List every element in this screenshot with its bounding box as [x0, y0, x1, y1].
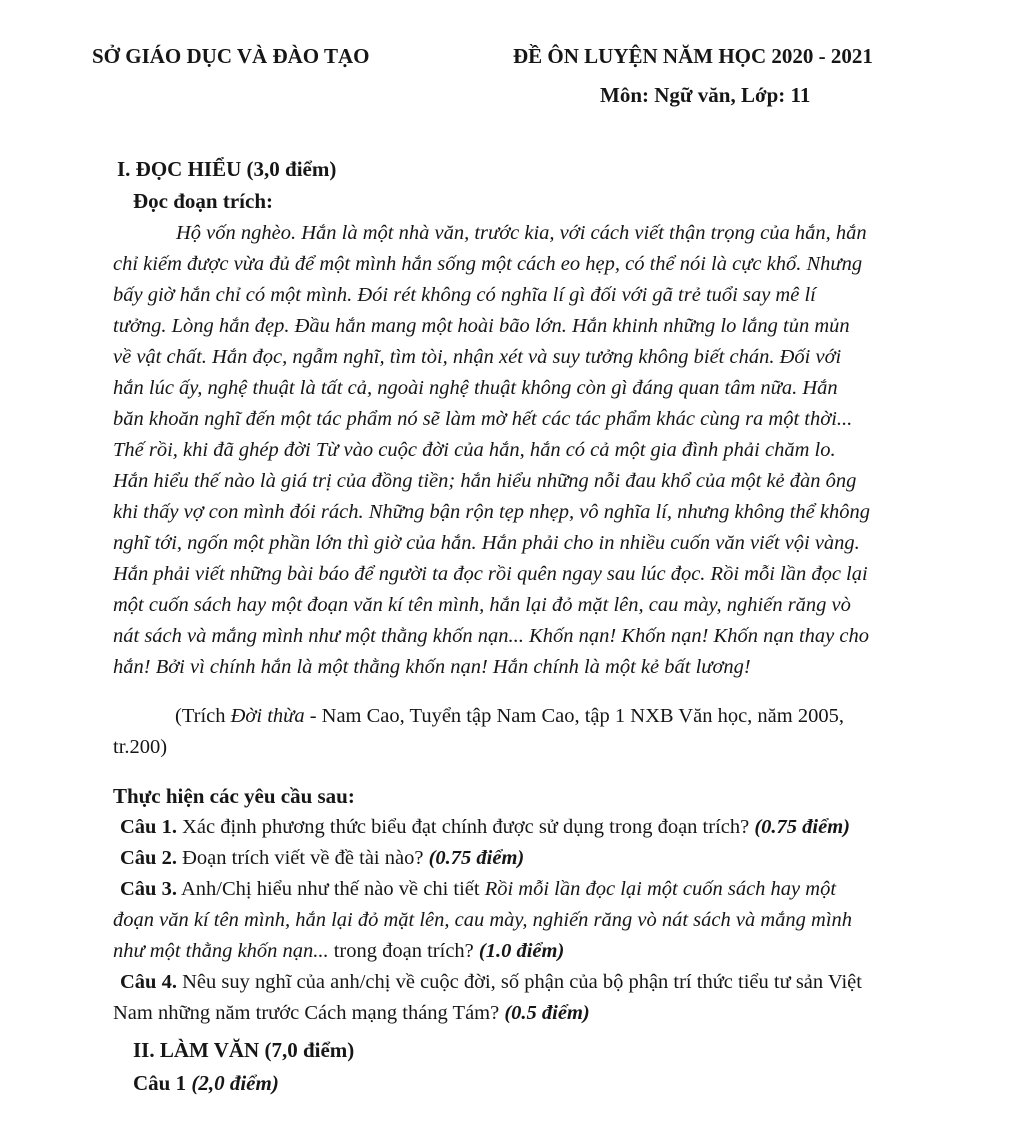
question-2-text: Đoạn trích viết về đề tài nào?: [176, 847, 429, 869]
passage-line: nát sách và mắng mình như một thằng khốn nạn... Khốn nạn! Khốn nạn! Khốn nạn thay cho: [113, 625, 869, 647]
passage-line: nghĩ tới, ngốn một phần lớn thì giờ của hắn. Hắn phải cho in nhiều cuốn văn viết vội vàng.: [113, 532, 860, 554]
question-1-label: Câu 1.: [120, 816, 177, 838]
passage-line: Hộ vốn nghèo. Hắn là một nhà văn, trước kia, với cách viết thận trọng của hắn, hắn: [176, 222, 867, 244]
question-3-label: Câu 3.: [120, 878, 177, 900]
question-4-text-end: Nam những năm trước Cách mạng tháng Tám?: [113, 1002, 505, 1024]
exam-title: ĐỀ ÔN LUYỆN NĂM HỌC 2020 - 2021: [513, 44, 873, 68]
passage-line: chỉ kiếm được vừa đủ để một mình hắn sống một cách eo hẹp, có thể nói là cực khổ. Nhưng: [113, 253, 863, 275]
passage-line: hắn lúc ấy, nghệ thuật là tất cả, ngoài nghệ thuật không còn gì đáng quan tâm nữa. Hắn: [113, 377, 838, 399]
question-4-label: Câu 4.: [120, 971, 177, 993]
passage-line: bấy giờ hắn chỉ có một mình. Đói rét không có nghĩa lí gì đối với gã trẻ tuổi say mê lí: [113, 284, 816, 306]
source-details: - Nam Cao, Tuyển tập Nam Cao, tập 1 NXB Văn học, năm 2005,: [304, 705, 844, 727]
section-1-title: I. ĐỌC HIỂU (3,0 điểm): [117, 157, 337, 181]
question-3-quote: Rồi mỗi lần đọc lại một cuốn sách hay một: [484, 878, 837, 900]
passage-label: Đọc đoạn trích:: [133, 189, 273, 213]
passage-line: một cuốn sách hay một đoạn văn kí tên mình, hắn lại đỏ mặt lên, cau mày, nghiến răng vò: [113, 594, 851, 616]
section-2-question-1-points: (2,0 điểm): [191, 1071, 279, 1095]
source-prefix: (Trích: [175, 705, 231, 727]
passage: [113, 218, 993, 683]
question-2-points: (0.75 điểm): [428, 847, 525, 869]
question-1-text: Xác định phương thức biểu đạt chính được sử dụng trong đoạn trích?: [176, 816, 755, 838]
question-4-text: Nêu suy nghĩ của anh/chị về cuộc đời, số phận của bộ phận trí thức tiểu tư sản Việt: [176, 971, 862, 993]
question-2: [120, 847, 524, 870]
passage-line: khi thấy vợ con mình đói rách. Những bận rộn tẹp nhẹp, vô nghĩa lí, nhưng không thể không: [113, 501, 870, 523]
passage-line: băn khoăn nghĩ đến một tác phẩm nó sẽ làm mờ hết các tác phẩm khác cùng ra một thời...: [113, 408, 853, 430]
question-2-label: Câu 2.: [120, 847, 177, 869]
question-4-line-1: [120, 971, 862, 994]
subject-line: Môn: Ngữ văn, Lớp: 11: [600, 83, 811, 107]
question-4-line-2: [113, 1002, 590, 1025]
question-1-points: (0.75 điểm): [754, 816, 850, 838]
passage-line: Hắn phải viết những bài báo để người ta đọc rồi quên ngay sau lúc đọc. Rồi mỗi lần đọc lại: [113, 563, 868, 585]
question-3-line-3: [113, 940, 564, 963]
question-4-points: (0.5 điểm): [504, 1002, 590, 1024]
question-3-line-1: [120, 878, 836, 901]
question-1: [120, 816, 850, 839]
department-name: SỞ GIÁO DỤC VÀ ĐÀO TẠO: [92, 44, 370, 68]
source-citation: [175, 705, 844, 728]
question-3-text: Anh/Chị hiểu như thế nào về chi tiết: [176, 878, 485, 900]
passage-line: tưởng. Lòng hắn đẹp. Đầu hắn mang một hoài bão lớn. Hắn khinh những lo lắng tủn mủn: [113, 315, 850, 337]
question-3-points: (1.0 điểm): [478, 940, 565, 962]
passage-line: về vật chất. Hắn đọc, ngẫm nghĩ, tìm tòi, nhận xét và suy tưởng không biết chán. Đối với: [113, 346, 842, 368]
passage-line: Hắn hiểu thế nào là giá trị của đồng tiền; hắn hiểu những nỗi đau khổ của một kẻ đàn ông: [113, 470, 857, 492]
question-3-line-2: đoạn văn kí tên mình, hắn lại đỏ mặt lên, cau mày, nghiến răng vò nát sách và mắng mình: [113, 909, 853, 931]
source-page: tr.200): [113, 736, 168, 758]
section-2-question-1-label: Câu 1: [133, 1071, 192, 1095]
question-3-quote-end: như một thằng khốn nạn...: [113, 940, 329, 962]
question-3-text-end: trong đoạn trích?: [328, 940, 479, 962]
tasks-title: Thực hiện các yêu cầu sau:: [113, 784, 355, 808]
source-work-title: Đời thừa: [230, 705, 305, 727]
passage-line: hắn! Bởi vì chính hắn là một thằng khốn nạn! Hắn chính là một kẻ bất lương!: [113, 656, 751, 678]
passage-line: Thế rồi, khi đã ghép đời Từ vào cuộc đời của hắn, hắn có cả một gia đình phải chăm lo.: [113, 439, 836, 461]
section-2-question-1: [133, 1071, 279, 1096]
section-2-title: II. LÀM VĂN (7,0 điểm): [133, 1038, 355, 1062]
